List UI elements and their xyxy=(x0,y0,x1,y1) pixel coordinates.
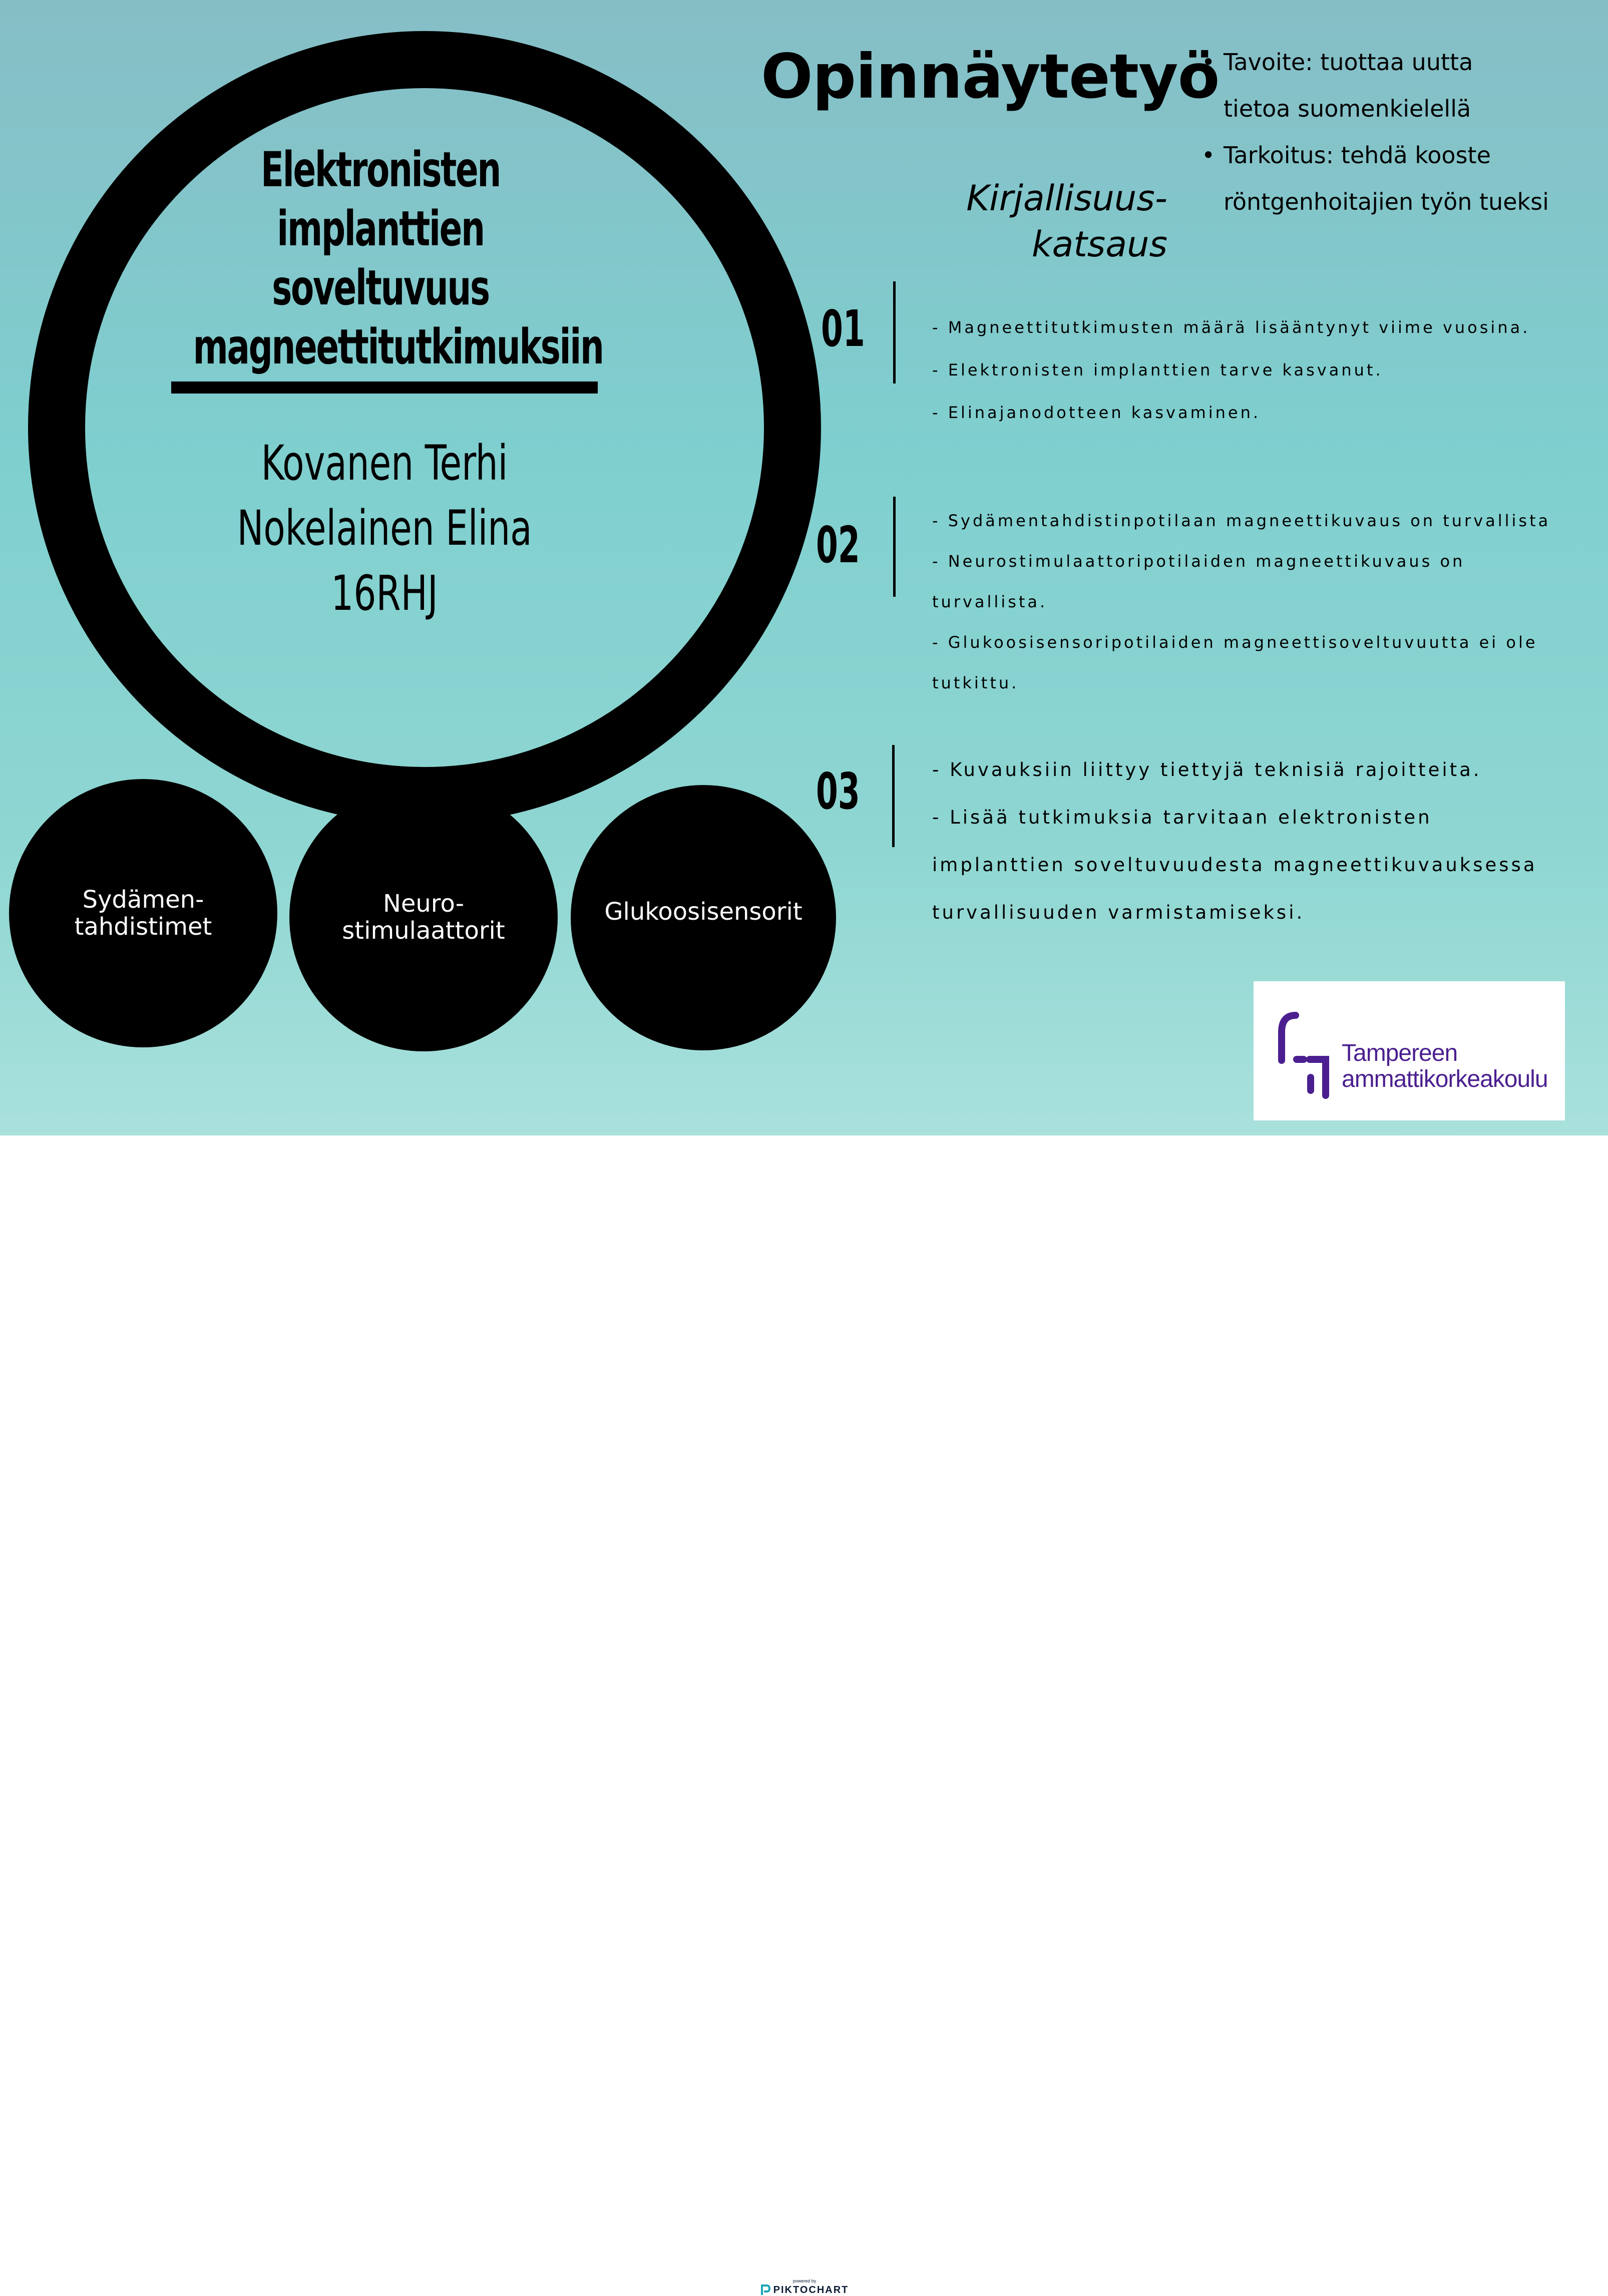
topic-label: tahdistimet xyxy=(74,913,212,941)
topic-circle-glucose-sensors xyxy=(571,785,836,1050)
subtitle: Kirjallisuus- katsaus xyxy=(966,178,1167,265)
thesis-title-line: Elektronisten xyxy=(261,142,500,198)
author-name: Nokelainen Elina xyxy=(237,500,532,556)
section-number: 01 xyxy=(821,299,865,358)
thesis-title-line: implanttien soveltuvuus xyxy=(272,201,489,316)
group-code: 16RHJ xyxy=(331,565,438,621)
thesis-title-line: magneettitutkimuksiin xyxy=(193,319,603,375)
goals-list xyxy=(1201,39,1562,225)
powered-by-label: powered by xyxy=(792,2278,817,2283)
piktochart-brand: PIKTOCHART xyxy=(773,2284,849,2295)
authors-block xyxy=(209,431,560,626)
section-number: 02 xyxy=(816,516,860,574)
section-divider xyxy=(893,281,896,384)
point-line: - Glukoosisensoripotilaiden magneettisoveltuvuutta ei ole xyxy=(932,633,1538,652)
point-line: - Magneettitutkimusten määrä lisääntynyt viime vuosina. xyxy=(932,318,1530,337)
piktochart-badge[interactable] xyxy=(757,2278,852,2296)
point-line: - Elektronisten implanttien tarve kasvanut. xyxy=(932,360,1383,379)
piktochart-logo-icon xyxy=(760,2284,770,2296)
point-line: - Lisää tutkimuksia tarvitaan elektronisten xyxy=(932,807,1432,828)
topic-label: stimulaattorit xyxy=(342,917,505,945)
section-divider xyxy=(893,497,896,597)
point-line: - Sydämentahdistinpotilaan magneettikuvaus on turvallista xyxy=(932,511,1551,530)
university-logo xyxy=(1254,981,1565,1120)
goal-item: • Tarkoitus: tehdä kooste röntgenhoitajien työn tueksi xyxy=(1201,132,1562,225)
section-points xyxy=(932,746,1537,936)
point-line: - Kuvauksiin liittyy tiettyjä teknisiä rajoitteita. xyxy=(932,759,1482,781)
topic-label: Sydämen- xyxy=(82,886,204,914)
author-name: Kovanen Terhi xyxy=(261,435,508,491)
point-line: - Elinajanodotteen kasvaminen. xyxy=(932,403,1261,422)
topic-label: Glukoosisensorit xyxy=(604,898,802,926)
poster-background xyxy=(0,0,1608,1135)
footer-bar xyxy=(0,1135,1608,2295)
point-line: tutkittu. xyxy=(932,673,1019,692)
topic-circle-pacemakers xyxy=(9,779,277,1047)
point-line: turvallista. xyxy=(932,592,1048,611)
point-line: turvallisuuden varmistamiseksi. xyxy=(932,902,1305,923)
topic-circle-neurostimulators xyxy=(289,783,558,1051)
main-title: Opinnäytetyö xyxy=(761,41,1220,112)
point-line: implanttien soveltuvuudesta magneettikuvauksessa xyxy=(932,854,1537,876)
title-divider xyxy=(171,381,598,394)
point-line: - Neurostimulaattoripotilaiden magneettikuvaus on xyxy=(932,552,1465,571)
logo-text-line: ammattikorkeakoulu xyxy=(1342,1066,1548,1092)
tamk-logo-icon xyxy=(1271,1006,1336,1101)
section-points xyxy=(932,501,1550,703)
topic-label: Neuro- xyxy=(382,890,465,918)
goal-item: • Tavoite: tuottaa uutta tietoa suomenkielellä xyxy=(1201,39,1562,132)
section-number: 03 xyxy=(816,762,860,821)
section-divider xyxy=(892,745,895,847)
section-points xyxy=(932,306,1530,434)
thesis-title xyxy=(193,140,603,376)
logo-text-line: Tampereen xyxy=(1342,1040,1458,1066)
